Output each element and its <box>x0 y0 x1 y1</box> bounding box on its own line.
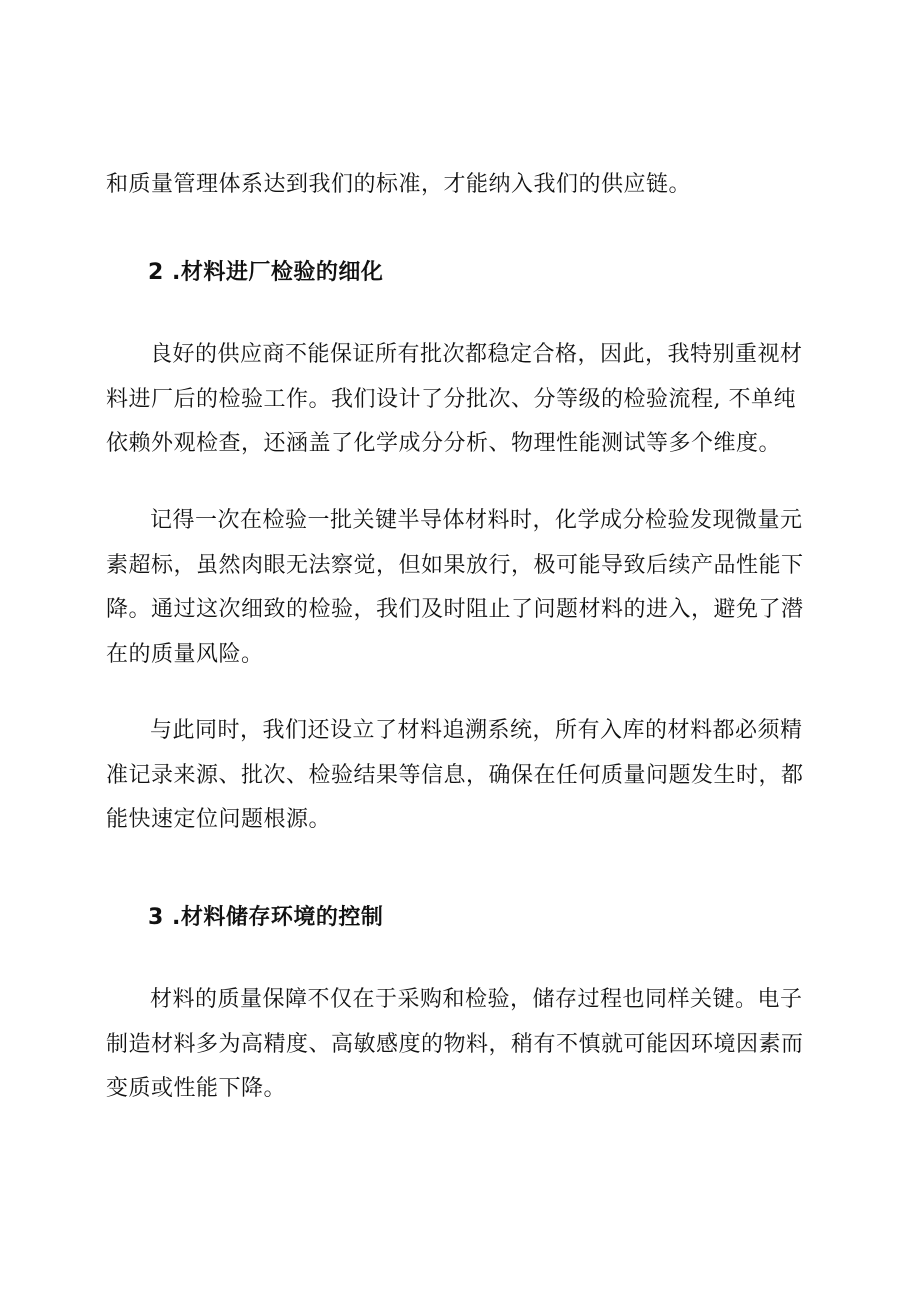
paragraph-line: 依赖外观检查，还涵盖了化学成分分析、物理性能测试等多个维度。 <box>106 431 782 456</box>
section-heading: 3 .材料储存环境的控制 <box>148 905 384 930</box>
paragraph-line: 降。通过这次细致的检验，我们及时阻止了问题材料的进入，避免了潜 <box>106 597 804 622</box>
paragraph-line: 记得一次在检验一批关键半导体材料时，化学成分检验发现微量元 <box>150 508 803 533</box>
paragraph-line: 在的质量风险。 <box>106 642 264 667</box>
paragraph-line: 制造材料多为高精度、高敏感度的物料，稍有不慎就可能因环境因素而 <box>106 1032 804 1057</box>
paragraph-line: 良好的供应商不能保证所有批次都稳定合格，因此，我特别重视材 <box>150 342 803 367</box>
paragraph-line: 能快速定位问题根源。 <box>106 807 332 832</box>
paragraph-line: 准记录来源、批次、检验结果等信息，确保在任何质量问题发生时，都 <box>106 763 804 788</box>
paragraph-line: 变质或性能下降。 <box>106 1076 287 1101</box>
paragraph-line: 和质量管理体系达到我们的标准，才能纳入我们的供应链。 <box>106 172 692 197</box>
paragraph-line: 与此同时，我们还设立了材料追溯系统，所有入库的材料都必须精 <box>150 718 803 743</box>
paragraph-line: 素超标，虽然肉眼无法察觉，但如果放行，极可能导致后续产品性能下 <box>106 553 804 578</box>
section-heading: 2 .材料进厂检验的细化 <box>148 260 384 285</box>
paragraph-line: 材料的质量保障不仅在于采购和检验，储存过程也同样关键。电子 <box>150 987 803 1012</box>
paragraph-line: 料进厂后的检验工作。我们设计了分批次、分等级的检验流程, 不单纯 <box>106 387 796 412</box>
